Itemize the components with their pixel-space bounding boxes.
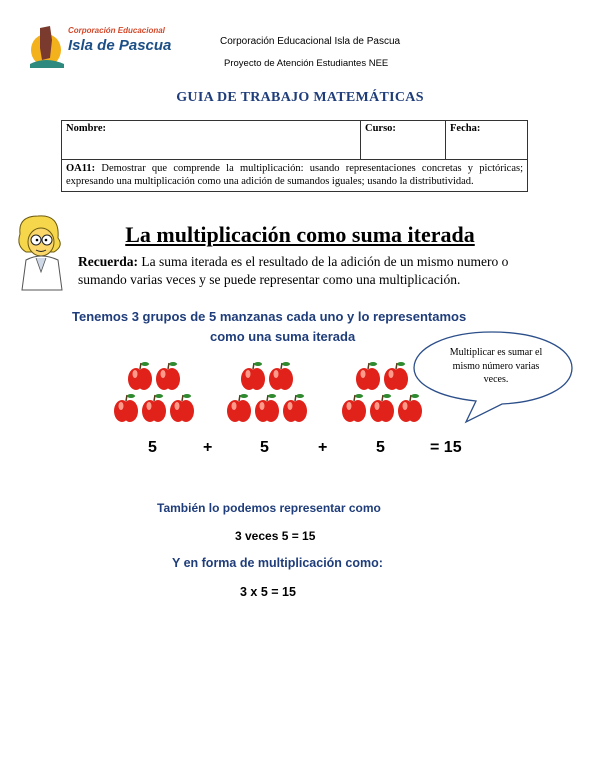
logo xyxy=(28,20,172,70)
learning-objective: OA11: Demostrar que comprende la multiplicación: usando representaciones concretas y pictóricas; expresando una multiplicación como una adición de sumandos iguales; usando la distributividad. xyxy=(62,160,528,192)
alt-representation-text: También lo podemos representar como xyxy=(157,501,381,515)
apple-icon xyxy=(370,394,394,422)
apple-icon xyxy=(342,394,366,422)
guide-title: GUIA DE TRABAJO MATEMÁTICAS xyxy=(176,90,424,105)
apple-icon xyxy=(128,362,152,390)
addend-3: 5 xyxy=(376,439,385,456)
addend-1: 5 xyxy=(148,439,157,456)
apple-icon xyxy=(241,362,265,390)
apple-icon xyxy=(269,362,293,390)
multiplication-expression: 3 x 5 = 15 xyxy=(240,585,296,599)
apple-icon xyxy=(142,394,166,422)
name-field[interactable]: Nombre: xyxy=(62,121,361,160)
apple-icon xyxy=(384,362,408,390)
apple-icon xyxy=(114,394,138,422)
course-field[interactable]: Curso: xyxy=(361,121,446,160)
apple-icon xyxy=(283,394,307,422)
illustration-title-line2: como una suma iterada xyxy=(210,329,356,344)
addend-2: 5 xyxy=(260,439,269,456)
sum-result: = 15 xyxy=(430,439,462,456)
apple-icon xyxy=(227,394,251,422)
student-info-table xyxy=(61,120,528,192)
apple-icon xyxy=(170,394,194,422)
apple-icon xyxy=(356,362,380,390)
logo-subtitle: Corporación Educacional xyxy=(68,26,165,35)
logo-name: Isla de Pascua xyxy=(68,37,172,54)
plus-sign-2: + xyxy=(318,439,328,456)
org-name: Corporación Educacional Isla de Pascua xyxy=(220,36,401,47)
date-field[interactable]: Fecha: xyxy=(446,121,528,160)
apple-icon xyxy=(255,394,279,422)
plus-sign-1: + xyxy=(203,439,213,456)
bubble-text: Multiplicar es sumar el mismo número varias veces. xyxy=(449,347,543,385)
moai-icon xyxy=(28,20,68,70)
apple-icon xyxy=(156,362,180,390)
project-name: Proyecto de Atención Estudiantes NEE xyxy=(224,58,389,69)
multiplication-form-text: Y en forma de multiplicación como: xyxy=(172,556,383,570)
times-expression: 3 veces 5 = 15 xyxy=(235,529,316,543)
remember-note: Recuerda: La suma iterada es el resultado de la adición de un mismo numero o sumando varias veces y se puede representar como una multiplicación. xyxy=(78,254,509,288)
page-title: La multiplicación como suma iterada xyxy=(125,222,475,247)
illustration-title-line1: Tenemos 3 grupos de 5 manzanas cada uno y lo representamos xyxy=(72,309,467,324)
